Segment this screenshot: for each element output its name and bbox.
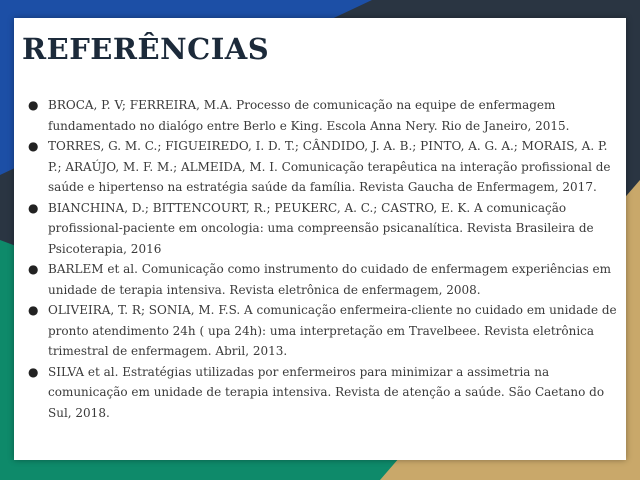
reference-text: OLIVEIRA, T. R; SONIA, M. F.S. A comunicação enfermeira-cliente no cuidado em unidade de pronto atendimento 24h ( upa 24h): uma interpretação em Travelbeee. Revista eletrônica trimestral de enfermagem. Abril, 2013. bbox=[48, 303, 617, 358]
bullet-icon: ● bbox=[28, 200, 39, 215]
reference-item bbox=[26, 136, 618, 198]
reference-item bbox=[26, 300, 618, 362]
reference-item bbox=[26, 95, 618, 136]
reference-item bbox=[26, 259, 618, 300]
reference-item bbox=[26, 362, 618, 424]
slide-title: REFERÊNCIAS bbox=[22, 32, 270, 66]
reference-item bbox=[26, 198, 618, 260]
reference-text: BROCA, P. V; FERREIRA, M.A. Processo de comunicação na equipe de enfermagem fundamentado no dialógo entre Berlo e King. Escola Anna Nery. Rio de Janeiro, 2015. bbox=[48, 98, 570, 133]
reference-text: SILVA et al. Estratégias utilizadas por enfermeiros para minimizar a assimetria na comunicação em unidade de terapia intensiva. Revista de atenção a saúde. São Caetano do Sul, 2018. bbox=[48, 364, 605, 420]
bullet-icon: ● bbox=[28, 98, 39, 112]
bullet-icon: ● bbox=[28, 303, 39, 317]
bullet-icon: ● bbox=[28, 139, 39, 153]
reference-list bbox=[26, 95, 618, 423]
reference-text: BARLEM et al. Comunicação como instrumento do cuidado de enfermagem experiências em unidade de terapia intensiva. Revista eletrônica de enfermagem, 2008. bbox=[48, 262, 612, 297]
reference-text: BIANCHINA, D.; BITTENCOURT, R.; PEUKERC, A. C.; CASTRO, E. K. A comunicação profissional-paciente em oncologia: uma compreensão psicanalítica. Revista Brasileira de Psicoterapia, 2016 bbox=[48, 200, 594, 256]
bullet-icon: ● bbox=[28, 364, 39, 379]
reference-text: TORRES, G. M. C.; FIGUEIREDO, I. D. T.; CÂNDIDO, J. A. B.; PINTO, A. G. A.; MORAIS, A. P. P.; ARAÚJO, M. F. M.; ALMEIDA, M. I. Comunicação terapêutica na interação profissional de saúde e hipertenso na estratégia saúde da família. Revista Gaucha de Enfermagem, 2017. bbox=[48, 139, 611, 194]
slide-content-card bbox=[14, 18, 626, 460]
bullet-icon: ● bbox=[28, 262, 39, 276]
